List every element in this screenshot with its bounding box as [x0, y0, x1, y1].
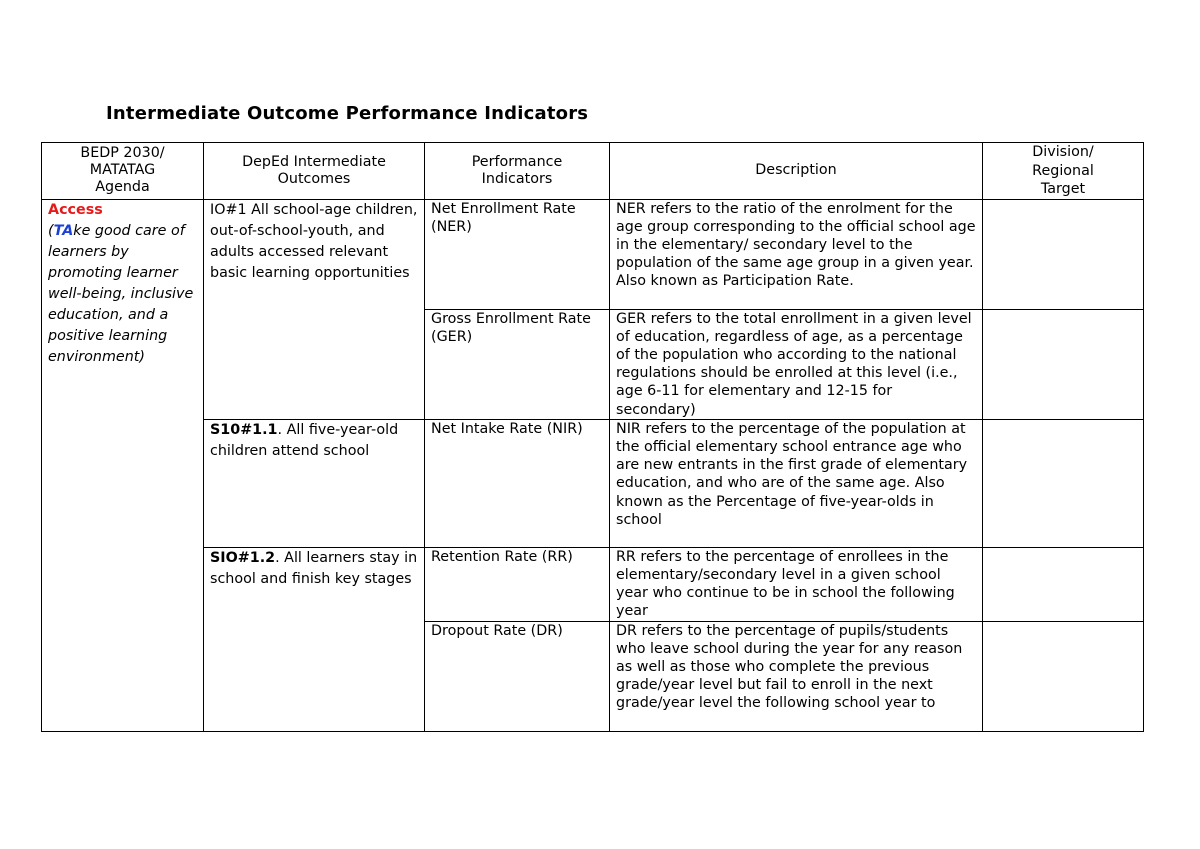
table-row [42, 547, 1144, 621]
header-row [42, 143, 1144, 200]
agenda-open-paren: ( [48, 222, 54, 239]
description-cell: NIR refers to the percentage of the population at the official elementary school entrance age who are new entrants in the first grade of elementary education, and who are of the same age. Also known as the Percentage of five-year-olds in school [610, 419, 983, 547]
indicators-table [41, 142, 1144, 732]
header-agenda-line3: Agenda [95, 179, 150, 196]
header-description [610, 143, 983, 200]
header-agenda-line1: BEDP 2030/ [80, 145, 165, 162]
header-agenda [42, 143, 204, 200]
outcome-cell-io1 [204, 199, 425, 419]
page-title: Intermediate Outcome Performance Indicators [106, 103, 589, 124]
header-target-line1: Division/ [1032, 144, 1094, 160]
outcome-code: IO#1 [210, 201, 247, 218]
indicator-cell: Gross Enrollment Rate (GER) [425, 309, 610, 419]
header-indicators-line1: Performance [471, 153, 563, 170]
target-cell [983, 547, 1144, 621]
header-target-line2: Regional [1032, 162, 1094, 179]
indicator-cell: Net Intake Rate (NIR) [425, 419, 610, 547]
header-outcomes-line1: DepEd Intermediate [242, 153, 386, 170]
table-row [42, 199, 1144, 309]
outcome-text: . All learners stay in school and finish key stages [210, 549, 418, 587]
agenda-cell [42, 199, 204, 731]
header-target [983, 143, 1144, 200]
outcome-cell-s10-1-1 [204, 419, 425, 547]
description-cell: RR refers to the percentage of enrollees in the elementary/secondary level in a given school year who continue to be in school the following year [610, 547, 983, 621]
header-description-label: Description [755, 162, 837, 179]
header-outcomes-line2: Outcomes [277, 170, 351, 187]
agenda-ta-highlight: TA [53, 222, 74, 239]
header-agenda-line2: MATATAG [89, 162, 156, 179]
outcome-code: SIO#1.2 [210, 549, 276, 566]
description-cell: NER refers to the ratio of the enrolment for the age group corresponding to the official school age in the elementary/ secondary level to the population of the same age group in a given year. Also known as Participation Rate. [610, 199, 983, 309]
header-outcomes [204, 143, 425, 200]
indicator-cell: Dropout Rate (DR) [425, 621, 610, 731]
outcome-cell-sio-1-2 [204, 547, 425, 731]
outcome-text: All school-age children, out-of-school-youth, and adults accessed relevant basic learning opportunities [210, 201, 418, 281]
indicator-cell: Net Enrollment Rate (NER) [425, 199, 610, 309]
header-target-line3: Target [1040, 181, 1086, 197]
target-cell [983, 309, 1144, 419]
agenda-access-label: Access [48, 201, 103, 218]
outcome-code: S10#1.1 [210, 421, 278, 438]
table-row [42, 419, 1144, 547]
target-cell [983, 621, 1144, 731]
agenda-description: ke good care of learners by promoting learner well-being, inclusive education, and a positive learning environment) [48, 222, 194, 365]
description-cell: DR refers to the percentage of pupils/students who leave school during the year for any reason as well as those who complete the previous grade/year level but fail to enroll in the next grade/year level the following school year to [610, 621, 983, 731]
target-cell [983, 199, 1144, 309]
target-cell [983, 419, 1144, 547]
header-indicators [425, 143, 610, 200]
header-indicators-line2: Indicators [481, 170, 553, 187]
outcome-text: . All five-year-old children attend school [210, 421, 399, 459]
indicator-cell: Retention Rate (RR) [425, 547, 610, 621]
description-cell: GER refers to the total enrollment in a given level of education, regardless of age, as a percentage of the population who according to the national regulations should be enrolled at this level (i.e., age 6-11 for elementary and 12-15 for secondary) [610, 309, 983, 419]
